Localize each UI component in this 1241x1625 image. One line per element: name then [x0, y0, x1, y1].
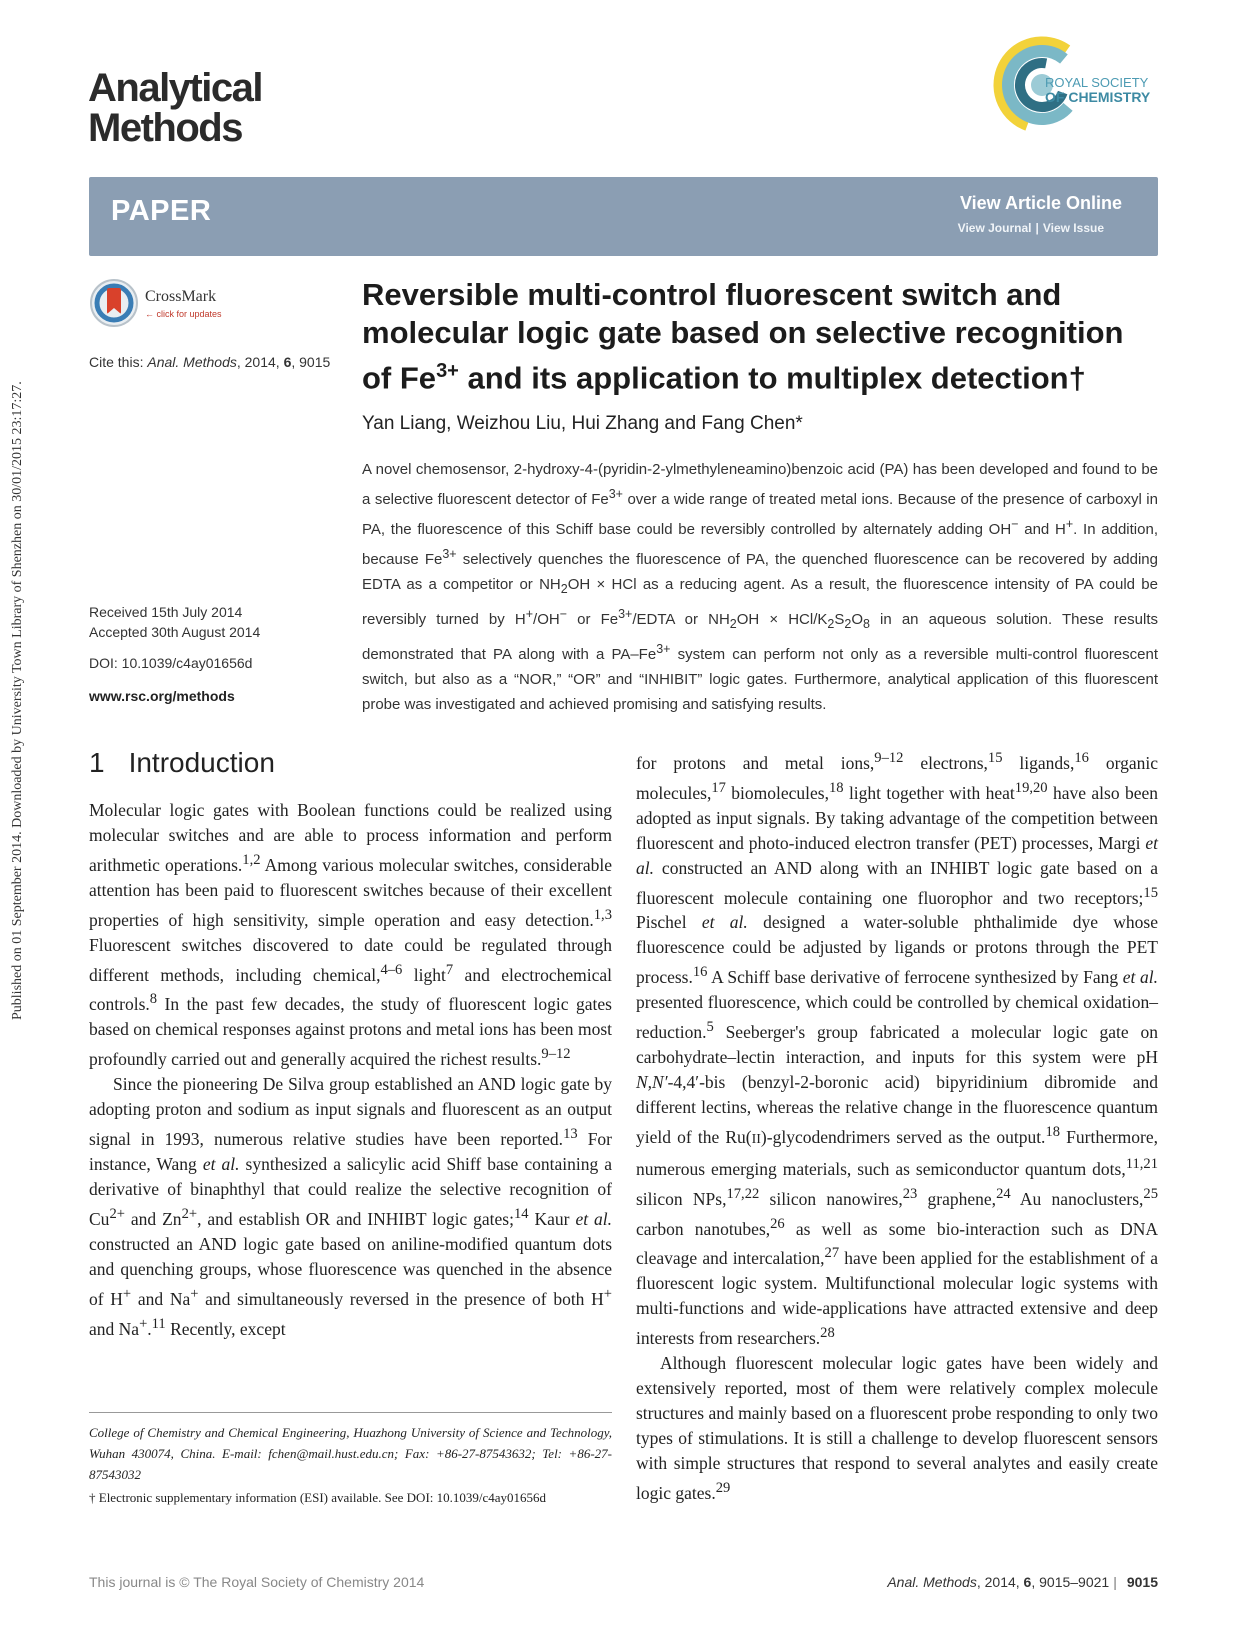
title-line2: molecular logic gate based on selective recognition — [362, 315, 1124, 350]
body-column-right — [636, 746, 1158, 1506]
footer-journal: Anal. Methods — [887, 1574, 977, 1590]
et-al: et al. — [575, 1208, 613, 1229]
body-text: have been applied for the establishment of a fluorescent logic system. Multifunctional molecular logic systems with multi-functions and wide-applications have attracted extensive and deep interests from researchers. — [636, 1248, 1158, 1349]
download-side-note — [8, 240, 28, 1020]
body-text: For instance, Wang — [89, 1128, 613, 1174]
body-text: for protons and metal ions, — [636, 752, 875, 773]
body-text: Among various molecular switches, considerable attention has been paid to fluorescent switches because of their excellent properties of high sensitivity, simple operation and easy detection. — [89, 854, 613, 930]
body-text: Pischel — [636, 912, 702, 933]
superscript: 2+ — [181, 1205, 198, 1222]
cite-journal: Anal. Methods — [147, 354, 237, 370]
intro-paragraph-4 — [636, 1351, 1158, 1506]
subscript: 8 — [863, 617, 870, 631]
abstract-text: S — [834, 611, 845, 628]
citation-line — [89, 354, 330, 370]
citation-ref[interactable]: 25 — [1143, 1185, 1158, 1202]
abstract-text: or Fe — [567, 611, 619, 628]
body-text: designed a water-soluble phthalimide dye whose fluorescence could be adjusted by ligands or protons through the PET process. — [636, 912, 1158, 988]
journal-title — [88, 68, 262, 148]
citation-ref[interactable]: 17,22 — [726, 1185, 760, 1202]
superscript: 3+ — [442, 547, 457, 561]
article-title — [362, 276, 1162, 397]
page-footer — [887, 1574, 1158, 1590]
title-line3-sup: 3+ — [436, 360, 459, 382]
footer-year: , 2014, — [976, 1574, 1024, 1590]
citation-ref[interactable]: 8 — [149, 991, 158, 1008]
title-line3-b: and its application to multiplex detection† — [458, 360, 1086, 396]
body-text: . — [147, 1318, 152, 1339]
footer-volume: 6 — [1023, 1574, 1032, 1590]
title-line1: Reversible multi-control fluorescent switch and — [362, 277, 1062, 312]
body-text: Recently, except — [165, 1318, 286, 1339]
body-text: Furthermore, numerous emerging materials, such as semiconductor quantum dots, — [636, 1126, 1158, 1179]
citation-ref[interactable]: 24 — [996, 1185, 1011, 1202]
view-article-online-link[interactable]: View Article Online — [959, 193, 1122, 213]
footer-separator: | — [1113, 1574, 1117, 1590]
cite-page: , 9015 — [291, 354, 331, 370]
journal-title-line1: Analytical — [88, 66, 262, 110]
section-title: Introduction — [128, 747, 275, 778]
citation-ref[interactable]: 1,2 — [242, 852, 261, 868]
body-text: Molecular logic gates with Boolean functions could be realized using molecular switches and are able to process information and perform arithmetic operations. — [89, 800, 612, 875]
body-text: and simultaneously reversed in the presence of both H — [198, 1288, 604, 1309]
copyright-footer: This journal is © The Royal Society of Chemistry 2014 — [89, 1574, 425, 1590]
abstract-text: O — [851, 611, 863, 628]
abstract-text: OH × HCl/K — [736, 611, 828, 628]
body-text: and Na — [89, 1318, 140, 1339]
citation-ref[interactable]: 14 — [513, 1205, 529, 1222]
intro-paragraph-2 — [89, 1072, 612, 1341]
citation-ref[interactable]: 15 — [1143, 884, 1158, 901]
citation-ref[interactable]: 9–12 — [874, 750, 904, 766]
citation-ref[interactable]: 16 — [1074, 750, 1089, 766]
superscript: 2+ — [109, 1205, 125, 1222]
superscript: + — [139, 1315, 148, 1332]
body-text: constructed an AND along with an INHIBT logic gate based on a fluorescent molecule containing one fluorophor and two receptors; — [636, 857, 1158, 908]
body-text: Kaur — [528, 1208, 576, 1229]
abstract-text: /EDTA or NH — [632, 611, 730, 628]
body-text: graphene, — [917, 1188, 997, 1209]
accepted-date: Accepted 30th August 2014 — [89, 624, 261, 640]
crossmark-icon — [89, 278, 139, 328]
citation-ref[interactable]: 28 — [820, 1325, 835, 1342]
superscript: 3+ — [618, 607, 633, 621]
authors: Yan Liang, Weizhou Liu, Hui Zhang and Fang Chen* — [362, 413, 803, 434]
body-text: have also been adopted as input signals. By taking advantage of the competition between fluorescent and photo-induced electron transfer (PET) processes, Margi — [636, 782, 1159, 853]
title-line3-a: of Fe — [362, 360, 437, 396]
citation-ref[interactable]: 16 — [692, 964, 708, 981]
body-text: and Na — [131, 1288, 191, 1309]
side-note-text: Published on 01 September 2014. Downloaded by University Town Library of Shenzhen on 30/01/2015 23:17:27. — [10, 381, 25, 1020]
citation-ref[interactable]: 23 — [902, 1185, 918, 1202]
footnotes — [89, 1422, 612, 1510]
abstract-text: system can perform not only as a reversible multi-control fluorescent switch, but also as a “NOR,” “OR” and “INHIBIT” logic gates. Furthermore, analytical application of this fluorescent probe was investigated and achieved promising and satisfying results. — [362, 646, 1159, 713]
superscript: + — [122, 1285, 132, 1302]
view-issue-link[interactable]: View Issue — [1042, 221, 1104, 235]
abstract-text: and H — [1018, 521, 1066, 538]
body-text: Since the pioneering De Silva group established an AND logic gate by adopting proton and sodium as input signals and fluorescent as an output signal in 1993, numerous relative studies have been reported. — [89, 1074, 612, 1149]
body-text: constructed an AND logic gate based on aniline-modified quantum dots and quenching groups, whose fluorescence was quenched in the absence of H — [89, 1233, 612, 1309]
crossmark-badge[interactable] — [89, 278, 254, 332]
citation-ref[interactable]: 4–6 — [380, 961, 403, 978]
abstract-text: OH × HCl as a reducing agent. As a result, the fluorescence intensity of PA could be reversibly turned by H — [362, 576, 1158, 628]
received-date: Received 15th July 2014 — [89, 604, 243, 620]
abstract-text: . In addition, because Fe — [362, 521, 1158, 568]
superscript: + — [525, 607, 534, 621]
superscript: − — [1011, 517, 1019, 531]
citation-ref[interactable]: 11 — [151, 1315, 166, 1332]
et-al: et al. — [202, 1153, 240, 1174]
body-text: light — [402, 964, 446, 985]
et-al: et al. — [701, 912, 748, 933]
body-text: silicon NPs, — [636, 1188, 727, 1209]
abstract-text: over a wide range of treated metal ions. Because of the presence of carboxyl in PA, the fluorescence of this Schiff base could be reversibly controlled by alternately adding OH — [362, 491, 1158, 538]
abstract-text: /OH — [533, 611, 560, 628]
abstract-text: A novel chemosensor, 2-hydroxy-4-(pyridin-2-ylmethyleneamino)benzoic acid (PA) has been developed and found to be a selective fluorescent detector of Fe — [362, 461, 1158, 508]
journal-title-line2: Methods — [88, 106, 242, 150]
body-text: In the past few decades, the study of fluorescent logic gates based on chemical responses against protons and metal ions has been most profoundly carried out and generally acquired the richest results. — [89, 994, 612, 1070]
subscript: 2 — [729, 617, 737, 631]
body-text: and Zn — [124, 1208, 182, 1229]
citation-ref[interactable]: 11,21 — [1125, 1155, 1158, 1172]
citation-ref[interactable]: 1,3 — [593, 906, 612, 923]
subscript: 2 — [560, 582, 568, 596]
page-number: 9015 — [1126, 1574, 1158, 1590]
citation-ref[interactable]: 5 — [706, 1019, 714, 1036]
abstract-text: selectively quenches the fluorescence of PA, the quenched fluorescence can be recovered by adding EDTA as a competitor or NH — [362, 551, 1158, 593]
paper-label: PAPER — [111, 195, 212, 227]
crossmark-sub: ← click for updates — [145, 309, 222, 319]
section-number: 1 — [89, 747, 105, 778]
subscript: 2 — [844, 617, 852, 631]
cite-rest: , 2014, — [236, 354, 284, 370]
et-al: et al. — [1122, 967, 1158, 988]
affiliation-footnote: College of Chemistry and Chemical Engineering, Huazhong University of Science and Technology, Wuhan 430074, China. E-mail: fchen@mail.hust.edu.cn; Fax: +86-27-87543632; Tel: +86-27-87543032 — [89, 1425, 612, 1482]
superscript: 3+ — [608, 487, 623, 501]
abstract-text: in an aqueous solution. These results demonstrated that PA along with a PA–Fe — [362, 611, 1158, 663]
citation-ref[interactable]: 7 — [445, 961, 454, 978]
body-text: Seeberger's group fabricated a molecular logic gate on carbohydrate–lectin interaction, and inputs for this system were pH — [636, 1022, 1158, 1068]
footnote-divider — [89, 1412, 612, 1413]
body-text: organic molecules, — [636, 752, 1158, 803]
footer-pages: , 9015–9021 — [1031, 1574, 1110, 1590]
et-al: et al. — [636, 832, 1158, 878]
superscript: − — [559, 607, 568, 621]
body-text: silicon nanowires, — [759, 1188, 903, 1209]
link-separator: | — [1035, 221, 1039, 235]
body-text: Fluorescent switches discovered to date could be regulated through different methods, including chemical, — [89, 934, 612, 985]
journal-url-link[interactable]: www.rsc.org/methods — [89, 688, 235, 704]
superscript: 3+ — [656, 642, 671, 656]
rsc-line1: ROYAL SOCIETY — [1045, 75, 1149, 90]
title-line3 — [362, 352, 1162, 397]
superscript: + — [1065, 517, 1074, 531]
body-text: presented fluorescence, which could be controlled by chemical oxidation–reduction. — [636, 992, 1158, 1043]
small-caps-numeral: II — [751, 1131, 761, 1147]
body-column-left — [89, 798, 612, 1341]
subscript: 2 — [827, 617, 835, 631]
body-text: Although fluorescent molecular logic gates have been widely and extensively reported, most of them were relatively complex molecule structures and mainly based on a fluorescent probe responding to only two types of stimulations. It is still a challenge to develop fluorescent sensors with simple structures that respond to several analytes and easily create logic gates. — [636, 1353, 1158, 1503]
citation-ref[interactable]: 15 — [987, 750, 1003, 766]
cite-volume: 6 — [283, 354, 292, 370]
section-heading-introduction — [89, 747, 275, 779]
article-type-banner — [89, 177, 1158, 256]
body-text: )-glycodendrimers served as the output. — [760, 1126, 1046, 1147]
body-text: ligands, — [1002, 752, 1075, 773]
intro-paragraph-3 — [636, 746, 1158, 1351]
rsc-line2: OF CHEMISTRY — [1045, 89, 1151, 105]
crossmark-word: CrossMark — [145, 288, 217, 305]
body-text: synthesized a salicylic acid Shiff base containing a derivative of binaphthyl that could realize the selective recognition of Cu — [89, 1153, 613, 1229]
body-text: -4,4′-bis (benzyl-2-boronic acid) bipyridinium dibromide and different lectins, whereas the relative change in the fluorescence quantum yield of the Ru( — [636, 1072, 1158, 1147]
cite-prefix: Cite this: — [89, 354, 144, 370]
body-text: as well as some bio-interaction such as DNA cleavage and intercalation, — [636, 1218, 1159, 1269]
body-text: carbon nanotubes, — [636, 1218, 771, 1239]
citation-ref[interactable]: 17 — [711, 779, 726, 796]
rsc-logo-text — [1045, 76, 1150, 104]
citation-ref[interactable]: 18 — [828, 779, 844, 796]
citation-ref[interactable]: 26 — [770, 1215, 785, 1232]
abstract — [362, 457, 1158, 717]
view-journal-link[interactable]: View Journal — [957, 221, 1032, 235]
citation-ref[interactable]: 19,20 — [1014, 779, 1048, 796]
intro-paragraph-1 — [89, 798, 612, 1072]
superscript: + — [190, 1285, 199, 1302]
view-links — [958, 221, 1104, 235]
body-text: electrons, — [903, 752, 988, 773]
crossmark-sub-text: click for updates — [156, 309, 222, 319]
citation-ref[interactable]: 18 — [1045, 1124, 1061, 1141]
citation-ref[interactable]: 9–12 — [541, 1046, 571, 1063]
doi-link[interactable]: DOI: 10.1039/c4ay01656d — [89, 655, 253, 671]
superscript: + — [603, 1285, 612, 1302]
body-text: Au nanoclusters, — [1010, 1188, 1144, 1209]
received-dates — [89, 602, 260, 642]
italic-term: N,N′ — [636, 1072, 668, 1093]
body-text: A Schiff base derivative of ferrocene synthesized by Fang — [707, 967, 1123, 988]
esi-footnote: † Electronic supplementary information (ESI) available. See DOI: 10.1039/c4ay01656d — [89, 1490, 547, 1505]
body-text: , and establish OR and INHIBT logic gates; — [197, 1208, 514, 1229]
body-text: biomolecules, — [725, 782, 829, 803]
citation-ref[interactable]: 29 — [715, 1480, 731, 1497]
citation-ref[interactable]: 13 — [563, 1126, 578, 1143]
body-text: light together with heat — [843, 782, 1015, 803]
body-text: and electrochemical controls. — [89, 964, 612, 1015]
citation-ref[interactable]: 27 — [824, 1245, 840, 1262]
